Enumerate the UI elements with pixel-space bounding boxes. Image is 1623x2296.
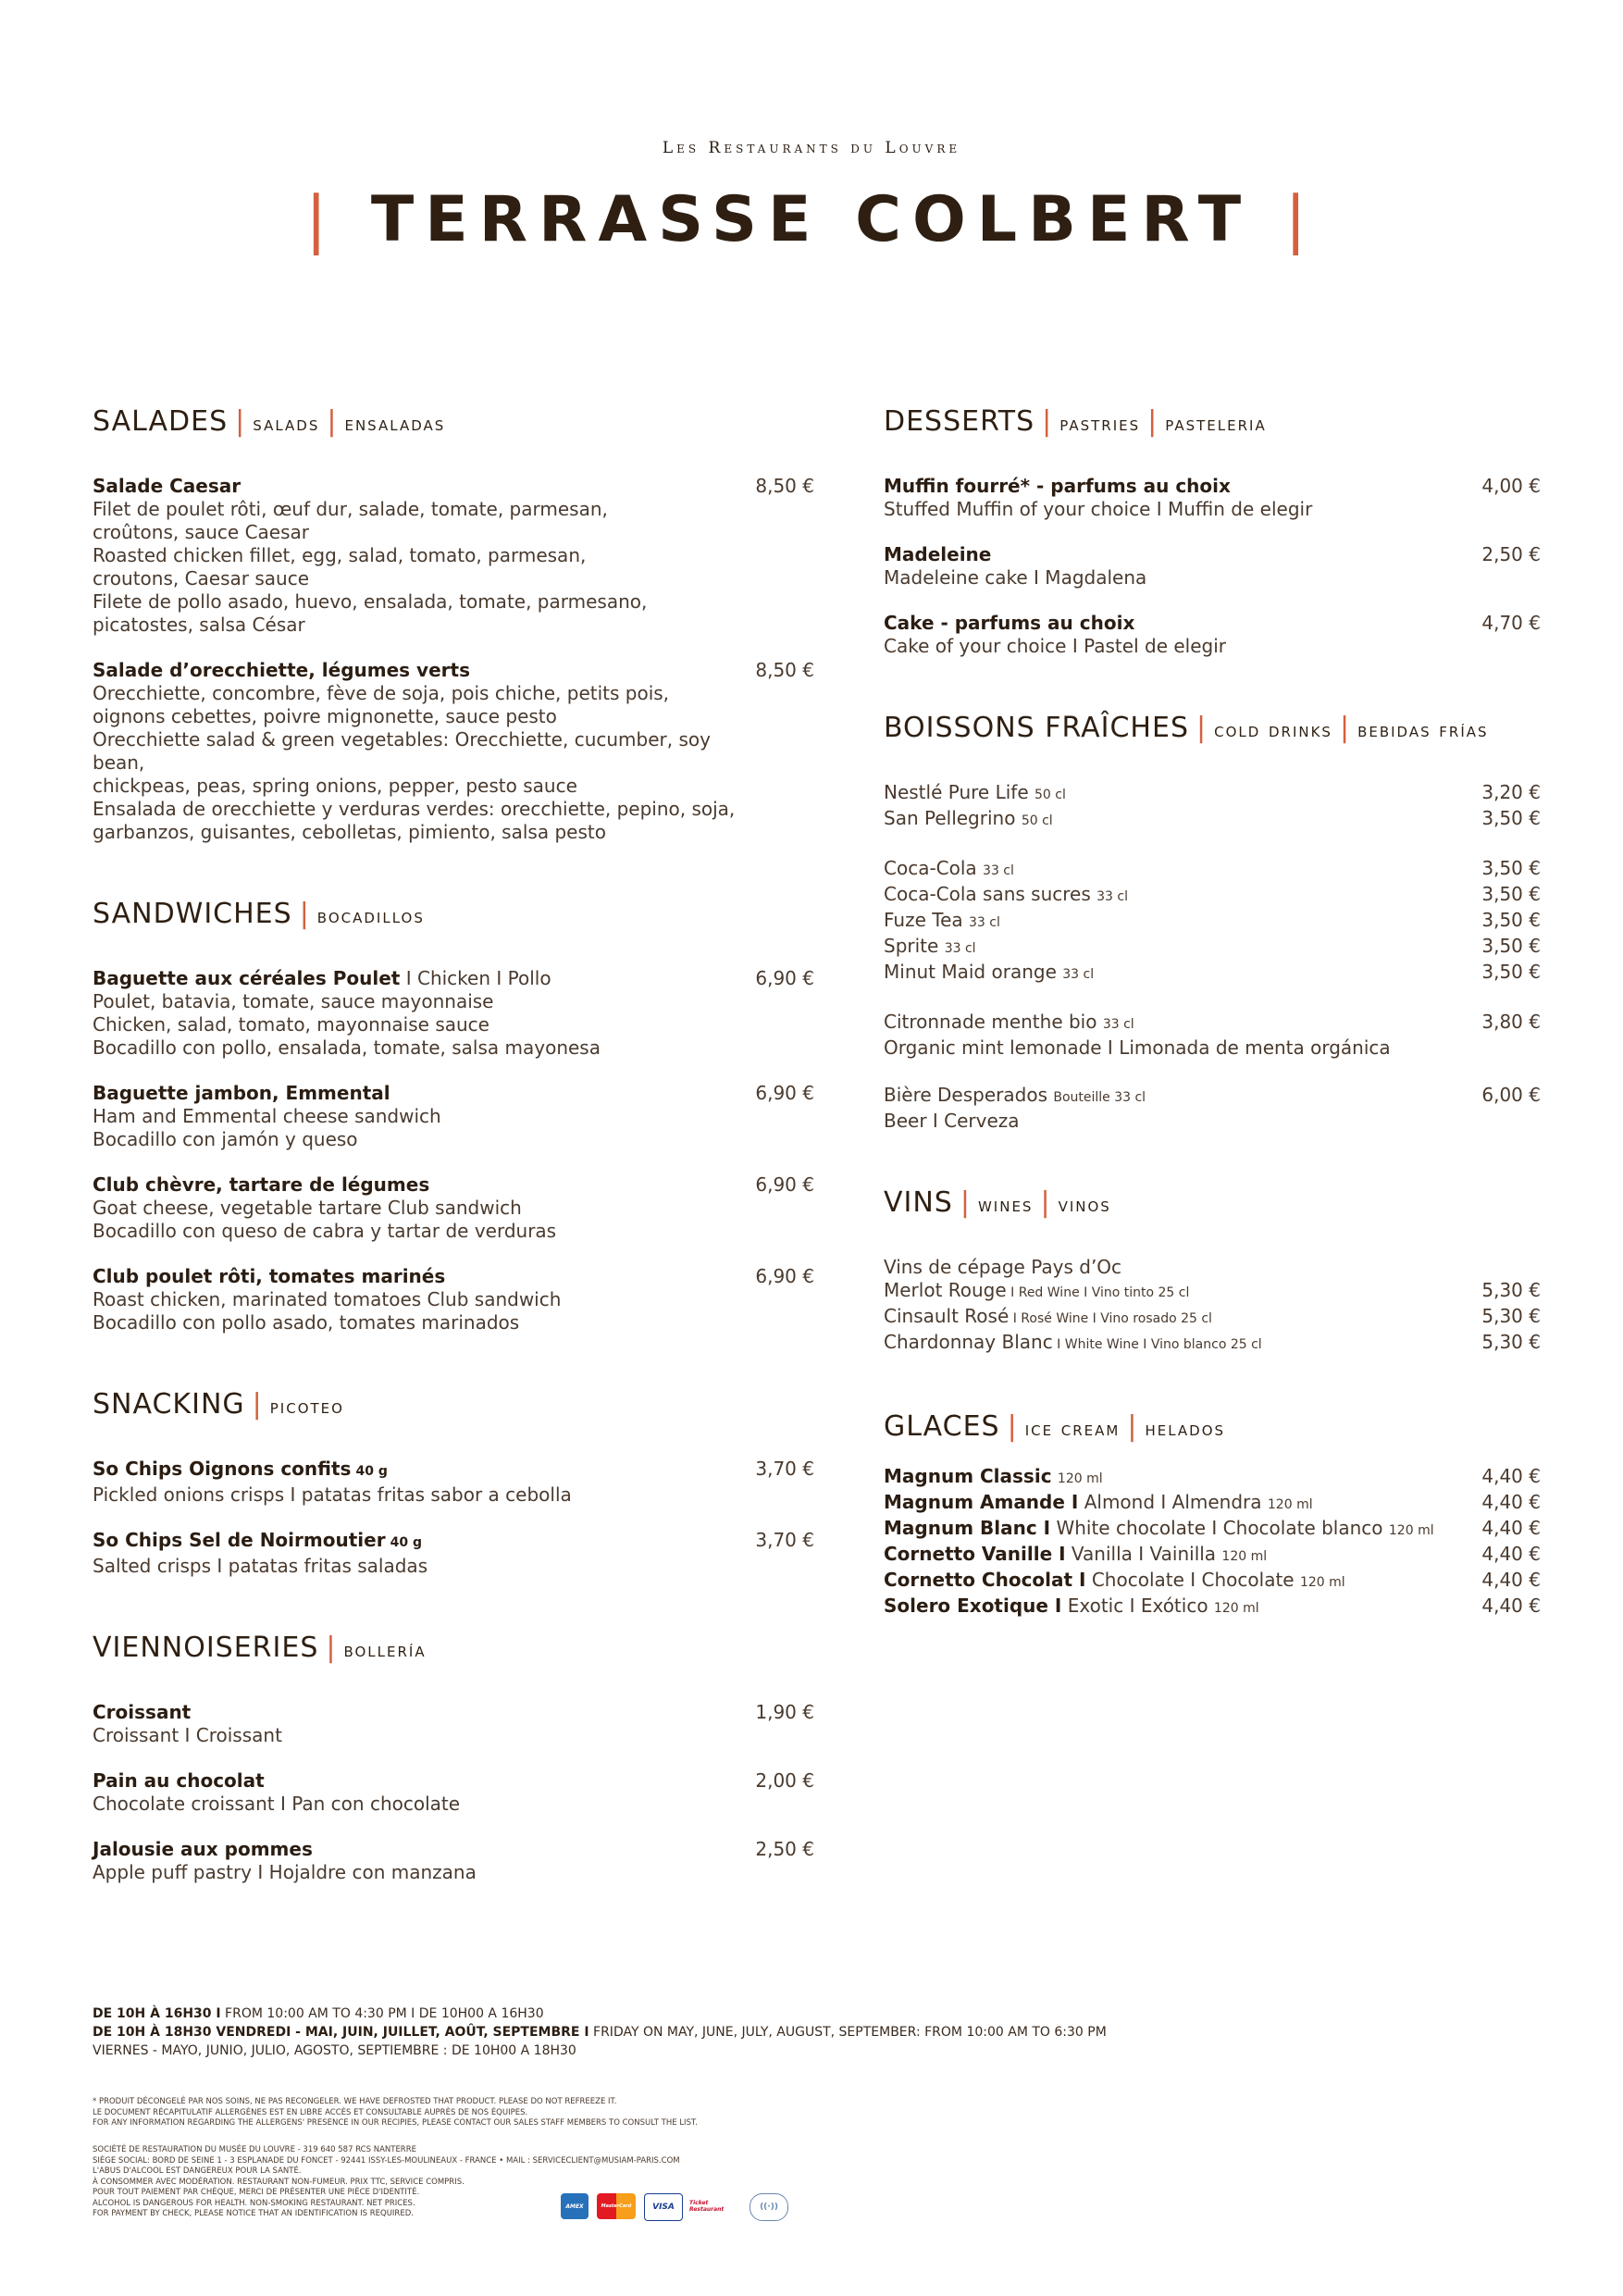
section-title-main: VIENNOISERIES xyxy=(93,1632,319,1664)
page-title xyxy=(0,183,1623,256)
section-title-sub: wines xyxy=(977,1194,1034,1216)
item-desc: Salted crisps I patatas fritas saladas xyxy=(93,1555,428,1577)
drink-row xyxy=(884,857,1541,883)
section-title-sub: bollería xyxy=(343,1639,427,1661)
item-desc: Apple puff pastry I Hojaldre con manzana xyxy=(93,1861,477,1883)
hours-text: VIERNES - MAYO, JUNIO, JULIO, AGOSTO, SEPTIEMBRE : DE 10H00 A 18H30 xyxy=(93,2043,576,2058)
icecream-size: 120 ml xyxy=(1221,1549,1268,1564)
icecream-price: 4,40 € xyxy=(1481,1543,1541,1565)
icecream-price: 4,40 € xyxy=(1481,1491,1541,1513)
section-title-main: VINS xyxy=(884,1186,953,1219)
restaurant-name: TERRASSE COLBERT xyxy=(370,183,1253,256)
icecream-row xyxy=(884,1491,1541,1517)
drink-name: Fuze Tea xyxy=(884,909,963,931)
drink-group-beer xyxy=(884,1084,1541,1133)
section-title-sub: pastries xyxy=(1059,413,1141,435)
contactless-icon: ((·)) xyxy=(750,2193,788,2221)
section-title xyxy=(884,1186,1541,1219)
wine-extra: I White Wine I Vino blanco 25 cl xyxy=(1052,1337,1262,1352)
wine-intro: Vins de cépage Pays d’Oc xyxy=(884,1256,1122,1278)
separator: | xyxy=(1042,405,1053,438)
item-price: 6,90 € xyxy=(755,967,814,989)
section-title-main: SNACKING xyxy=(93,1388,245,1421)
legal-line: LE DOCUMENT RÉCAPITULATIF ALLERGÈNES EST EN LIBRE ACCÈS ET CONSULTABLE AUPRÈS DE NOS ÉQUIPES. xyxy=(93,2107,528,2117)
icecream-size: 120 ml xyxy=(1388,1523,1434,1538)
hours-bold: DE 10H À 16H30 I xyxy=(93,2006,221,2021)
item-desc: Goat cheese, vegetable tartare Club sandwich xyxy=(93,1197,522,1219)
icecream-price: 4,40 € xyxy=(1481,1595,1541,1617)
wine-name: Cinsault Rosé xyxy=(884,1305,1010,1327)
opening-hours xyxy=(93,2004,1536,2060)
menu-item xyxy=(93,1701,814,1747)
menu-item xyxy=(93,1529,814,1578)
section-title-sub: salads xyxy=(253,413,320,435)
drink-size: 33 cl xyxy=(944,941,976,956)
legal-line: À CONSOMMER AVEC MODÉRATION. RESTAURANT NON-FUMEUR. PRIX TTC, SERVICE COMPRIS. xyxy=(93,2177,465,2187)
separator: | xyxy=(1339,712,1351,744)
item-desc: croûtons, sauce Caesar xyxy=(93,521,310,543)
drink-size: 33 cl xyxy=(983,863,1014,878)
item-desc: Pickled onions crisps I patatas fritas sabor a cebolla xyxy=(93,1483,572,1506)
drink-size: 50 cl xyxy=(1021,813,1053,828)
item-price: 8,50 € xyxy=(755,475,814,497)
section-vins xyxy=(884,1186,1541,1357)
item-name-extra: I Chicken I Pollo xyxy=(400,967,551,989)
drink-price: 3,50 € xyxy=(1481,857,1541,879)
drink-name: Bière Desperados xyxy=(884,1084,1047,1106)
menu-item xyxy=(884,543,1541,590)
section-title-main: BOISSONS FRAÎCHES xyxy=(884,712,1189,744)
drink-name: San Pellegrino xyxy=(884,807,1016,829)
menu-item xyxy=(884,475,1541,521)
icecream-size: 120 ml xyxy=(1057,1471,1103,1486)
drink-row xyxy=(884,883,1541,909)
hours-text: FROM 10:00 AM TO 4:30 PM I DE 10H00 A 16H30 xyxy=(220,2006,544,2021)
separator: | xyxy=(960,1186,971,1219)
section-title-main: DESSERTS xyxy=(884,405,1035,438)
drink-price: 3,50 € xyxy=(1481,807,1541,829)
icecream-extra: Exotic I Exótico xyxy=(1061,1595,1208,1617)
item-desc: Cake of your choice I Pastel de elegir xyxy=(884,635,1226,657)
separator: | xyxy=(1007,1410,1018,1443)
separator: | xyxy=(1147,405,1158,438)
item-price: 3,70 € xyxy=(755,1529,814,1551)
icecream-extra: Vanilla I Vainilla xyxy=(1065,1543,1217,1565)
legal-line: SIÈGE SOCIAL: BORD DE SEINE 1 - 3 ESPLANADE DU FONCET - 92441 ISSY-LES-MOULINEAUX - FRANCE • MAIL : SERVICECLIENT@MUSIAM-PARIS.COM xyxy=(93,2155,680,2166)
menu-item xyxy=(93,659,814,844)
drink-price: 3,50 € xyxy=(1481,883,1541,905)
visa-logo: VISA xyxy=(644,2193,683,2221)
item-desc: Ham and Emmental cheese sandwich xyxy=(93,1105,441,1127)
section-sandwiches xyxy=(93,898,814,1334)
section-title-sub: vinos xyxy=(1058,1194,1111,1216)
item-desc: garbanzos, guisantes, cebolletas, pimiento, salsa pesto xyxy=(93,821,606,843)
icecream-row xyxy=(884,1517,1541,1543)
item-price: 6,90 € xyxy=(755,1082,814,1104)
item-name: So Chips Oignons confits xyxy=(93,1458,352,1480)
item-desc: Orecchiette salad & green vegetables: Orecchiette, cucumber, soy bean, xyxy=(93,728,711,774)
allergen-notice xyxy=(93,2097,814,2129)
item-price: 8,50 € xyxy=(755,659,814,681)
separator: | xyxy=(1196,712,1208,744)
item-price: 2,50 € xyxy=(755,1838,814,1860)
item-size: 40 g xyxy=(355,1464,388,1479)
brand-name: Les Restaurants du Louvre xyxy=(662,139,961,157)
item-price: 2,50 € xyxy=(1481,543,1541,565)
drink-row xyxy=(884,1011,1541,1036)
drink-name: Minut Maid orange xyxy=(884,961,1057,983)
separator: | xyxy=(326,1632,337,1664)
section-title xyxy=(93,1388,814,1421)
icecream-name: Cornetto Vanille I xyxy=(884,1543,1066,1565)
item-desc: Poulet, batavia, tomate, sauce mayonnaise xyxy=(93,990,494,1012)
item-desc: Chicken, salad, tomato, mayonnaise sauce xyxy=(93,1013,489,1036)
icecream-name: Magnum Classic xyxy=(884,1465,1052,1487)
item-desc: Bocadillo con jamón y queso xyxy=(93,1128,358,1150)
menu-item xyxy=(93,475,814,637)
separator: | xyxy=(1040,1186,1051,1219)
drink-size: 33 cl xyxy=(968,915,1000,930)
menu-item xyxy=(93,1458,814,1507)
mastercard-logo: MasterCard xyxy=(597,2193,636,2219)
drink-row xyxy=(884,781,1541,807)
drink-price: 3,50 € xyxy=(1481,935,1541,957)
wine-price: 5,30 € xyxy=(1481,1331,1541,1353)
item-name: Baguette jambon, Emmental xyxy=(93,1082,390,1104)
wine-extra: I Rosé Wine I Vino rosado 25 cl xyxy=(1009,1311,1212,1326)
separator: | xyxy=(235,405,246,438)
separator: | xyxy=(299,898,310,930)
item-size: 40 g xyxy=(390,1535,423,1550)
item-name: Club poulet rôti, tomates marinés xyxy=(93,1265,446,1287)
drink-name: Citronnade menthe bio xyxy=(884,1011,1097,1033)
menu-item xyxy=(93,1173,814,1243)
drink-name: Coca-Cola sans sucres xyxy=(884,883,1091,905)
item-name: So Chips Sel de Noirmoutier xyxy=(93,1529,386,1551)
section-title-sub: ensaladas xyxy=(344,413,446,435)
section-title xyxy=(884,712,1541,744)
legal-line: L'ABUS D'ALCOOL EST DANGEREUX POUR LA SANTÉ. xyxy=(93,2166,302,2176)
section-salades xyxy=(93,405,814,844)
item-price: 4,00 € xyxy=(1481,475,1541,497)
drink-row xyxy=(884,935,1541,961)
item-name: Jalousie aux pommes xyxy=(93,1838,313,1860)
section-title xyxy=(884,1410,1541,1443)
item-price: 1,90 € xyxy=(755,1701,814,1723)
drink-group-lemonade xyxy=(884,1011,1541,1060)
icecream-row xyxy=(884,1465,1541,1491)
legal-line: FOR ANY INFORMATION REGARDING THE ALLERGENS' PRESENCE IN OUR RECIPIES, PLEASE CONTACT OUR SALES STAFF MEMBERS TO CONSULT THE LIST. xyxy=(93,2118,698,2128)
icecream-price: 4,40 € xyxy=(1481,1569,1541,1591)
drink-price: 3,80 € xyxy=(1481,1011,1541,1033)
item-desc: Madeleine cake I Magdalena xyxy=(884,566,1147,589)
legal-line: FOR PAYMENT BY CHECK, PLEASE NOTICE THAT AN IDENTIFICATION IS REQUIRED. xyxy=(93,2209,414,2218)
item-desc: Filet de poulet rôti, œuf dur, salade, tomate, parmesan, xyxy=(93,498,608,520)
wine-name: Merlot Rouge xyxy=(884,1279,1007,1301)
drink-name: Sprite xyxy=(884,935,939,957)
drink-group-sodas xyxy=(884,857,1541,987)
separator: | xyxy=(327,405,338,438)
item-desc: Roast chicken, marinated tomatoes Club sandwich xyxy=(93,1288,562,1310)
section-desserts xyxy=(884,405,1541,658)
wine-row xyxy=(884,1331,1541,1357)
item-desc: Orecchiette, concombre, fève de soja, pois chiche, petits pois, xyxy=(93,682,670,704)
section-title-sub: bocadillos xyxy=(316,905,425,927)
section-title-sub: cold drinks xyxy=(1214,719,1332,741)
section-viennoiseries xyxy=(93,1632,814,1884)
item-price: 2,00 € xyxy=(755,1769,814,1792)
hours-bold: DE 10H À 18H30 VENDREDI - MAI, JUIN, JUILLET, AOÛT, SEPTEMBRE I xyxy=(93,2025,589,2040)
drink-price: 3,50 € xyxy=(1481,961,1541,983)
hours-text: FRIDAY ON MAY, JUNE, JULY, AUGUST, SEPTEMBER: FROM 10:00 AM TO 6:30 PM xyxy=(588,2025,1107,2040)
legal-line: ALCOHOL IS DANGEROUS FOR HEALTH. NON-SMOKING RESTAURANT. NET PRICES. xyxy=(93,2198,415,2208)
drink-desc: Beer I Cerveza xyxy=(884,1110,1020,1132)
icecream-price: 4,40 € xyxy=(1481,1517,1541,1539)
item-desc: oignons cebettes, poivre mignonette, sauce pesto xyxy=(93,705,557,727)
wine-name: Chardonnay Blanc xyxy=(884,1331,1053,1353)
icecream-row xyxy=(884,1595,1541,1620)
item-price: 6,90 € xyxy=(755,1265,814,1287)
section-title xyxy=(884,405,1541,438)
left-column xyxy=(93,405,814,1938)
legal-line: SOCIÉTÉ DE RESTAURATION DU MUSÉE DU LOUVRE - 319 640 587 RCS NANTERRE xyxy=(93,2145,416,2154)
item-desc: Filete de pollo asado, huevo, ensalada, tomate, parmesano, xyxy=(93,590,648,613)
item-name: Club chèvre, tartare de légumes xyxy=(93,1173,430,1196)
icecream-extra: White chocolate I Chocolate blanco xyxy=(1050,1517,1383,1539)
item-name: Salade Caesar xyxy=(93,475,242,497)
item-desc: chickpeas, peas, spring onions, pepper, pesto sauce xyxy=(93,775,577,797)
item-name: Pain au chocolat xyxy=(93,1769,265,1792)
item-desc: Ensalada de orecchiette y verduras verdes: orecchiette, pepino, soja, xyxy=(93,798,736,820)
wine-extra: I Red Wine I Vino tinto 25 cl xyxy=(1006,1285,1190,1300)
menu-item xyxy=(93,1265,814,1334)
section-title xyxy=(93,898,814,930)
drink-desc: Organic mint lemonade I Limonada de menta orgánica xyxy=(884,1036,1391,1059)
title-bar-left: | xyxy=(305,183,339,256)
icecream-size: 120 ml xyxy=(1299,1575,1345,1590)
drink-size: 33 cl xyxy=(1102,1017,1134,1032)
icecream-extra: Chocolate I Chocolate xyxy=(1085,1569,1295,1591)
item-name: Baguette aux céréales Poulet xyxy=(93,967,401,989)
item-price: 3,70 € xyxy=(755,1458,814,1480)
section-title-main: SALADES xyxy=(93,405,229,438)
icecream-row xyxy=(884,1543,1541,1569)
item-name: Croissant xyxy=(93,1701,192,1723)
icecream-name: Magnum Amande I xyxy=(884,1491,1079,1513)
section-title xyxy=(93,405,814,438)
drink-price: 3,50 € xyxy=(1481,909,1541,931)
title-bar-right: | xyxy=(1284,183,1318,256)
wine-row xyxy=(884,1305,1541,1331)
drink-row xyxy=(884,807,1541,833)
section-title-sub: helados xyxy=(1145,1418,1226,1440)
item-desc: Chocolate croissant I Pan con chocolate xyxy=(93,1793,461,1815)
legal-line: POUR TOUT PAIEMENT PAR CHÈQUE, MERCI DE PRÉSENTER UNE PIÈCE D'IDENTITÉ. xyxy=(93,2188,420,2197)
drink-row xyxy=(884,961,1541,987)
icecream-size: 120 ml xyxy=(1213,1601,1259,1616)
drink-size: Bouteille 33 cl xyxy=(1053,1090,1146,1105)
icecream-size: 120 ml xyxy=(1267,1497,1313,1512)
amex-logo: AMEX xyxy=(561,2193,588,2219)
legal-line: * PRODUIT DÉCONGELÉ PAR NOS SOINS, NE PAS RECONGELER. WE HAVE DEFROSTED THAT PRODUCT. PLEASE DO NOT REFREEZE IT. xyxy=(93,2097,617,2106)
menu-item xyxy=(93,1769,814,1816)
item-name: Madeleine xyxy=(884,543,992,565)
icecream-name: Solero Exotique I xyxy=(884,1595,1062,1617)
drink-name: Coca-Cola xyxy=(884,857,984,879)
wine-price: 5,30 € xyxy=(1481,1305,1541,1327)
icecream-extra: Almond I Almendra xyxy=(1078,1491,1262,1513)
item-name: Muffin fourré* - parfums au choix xyxy=(884,475,1231,497)
icecream-name: Magnum Blanc I xyxy=(884,1517,1051,1539)
item-desc: Roasted chicken fillet, egg, salad, tomato, parmesan, xyxy=(93,544,587,566)
item-name: Salade d’orecchiette, légumes verts xyxy=(93,659,470,681)
item-desc: croutons, Caesar sauce xyxy=(93,567,310,590)
right-column xyxy=(884,405,1541,1674)
section-title xyxy=(93,1632,814,1664)
drink-price: 6,00 € xyxy=(1481,1084,1541,1106)
section-snacking xyxy=(93,1388,814,1578)
section-title-sub: bebidas frías xyxy=(1357,719,1489,741)
wine-row xyxy=(884,1279,1541,1305)
drink-size: 33 cl xyxy=(1062,967,1095,982)
section-title-sub: picoteo xyxy=(269,1396,344,1418)
icecream-name: Cornetto Chocolat I xyxy=(884,1569,1086,1591)
separator: | xyxy=(252,1388,263,1421)
drink-name: Nestlé Pure Life xyxy=(884,781,1029,803)
item-price: 4,70 € xyxy=(1481,612,1541,634)
ticket-restaurant-logo: Ticket Restaurant xyxy=(689,2193,743,2219)
separator: | xyxy=(1127,1410,1138,1443)
section-boissons xyxy=(884,712,1541,1133)
drink-row xyxy=(884,909,1541,935)
drink-size: 33 cl xyxy=(1096,889,1128,904)
drink-row xyxy=(884,1084,1541,1110)
section-title-sub: pasteleria xyxy=(1165,413,1267,435)
item-desc: Stuffed Muffin of your choice I Muffin de elegir xyxy=(884,498,1313,520)
section-title-main: GLACES xyxy=(884,1410,1000,1443)
item-desc: Croissant I Croissant xyxy=(93,1724,282,1746)
section-glaces xyxy=(884,1410,1541,1620)
section-title-main: SANDWICHES xyxy=(93,898,292,930)
menu-item xyxy=(93,1082,814,1151)
drink-price: 3,20 € xyxy=(1481,781,1541,803)
wine-price: 5,30 € xyxy=(1481,1279,1541,1301)
menu-item xyxy=(93,967,814,1060)
item-desc: Bocadillo con pollo asado, tomates marinados xyxy=(93,1311,520,1334)
menu-item xyxy=(884,612,1541,658)
icecream-price: 4,40 € xyxy=(1481,1465,1541,1487)
item-name: Cake - parfums au choix xyxy=(884,612,1135,634)
drink-size: 50 cl xyxy=(1034,788,1066,802)
menu-item xyxy=(93,1838,814,1884)
drink-group-water xyxy=(884,781,1541,833)
section-title-sub: ice cream xyxy=(1024,1418,1121,1440)
item-desc: picatostes, salsa César xyxy=(93,614,305,636)
icecream-row xyxy=(884,1569,1541,1595)
item-desc: Bocadillo con queso de cabra y tartar de verduras xyxy=(93,1220,557,1242)
item-desc: Bocadillo con pollo, ensalada, tomate, salsa mayonesa xyxy=(93,1036,601,1059)
item-price: 6,90 € xyxy=(755,1173,814,1196)
